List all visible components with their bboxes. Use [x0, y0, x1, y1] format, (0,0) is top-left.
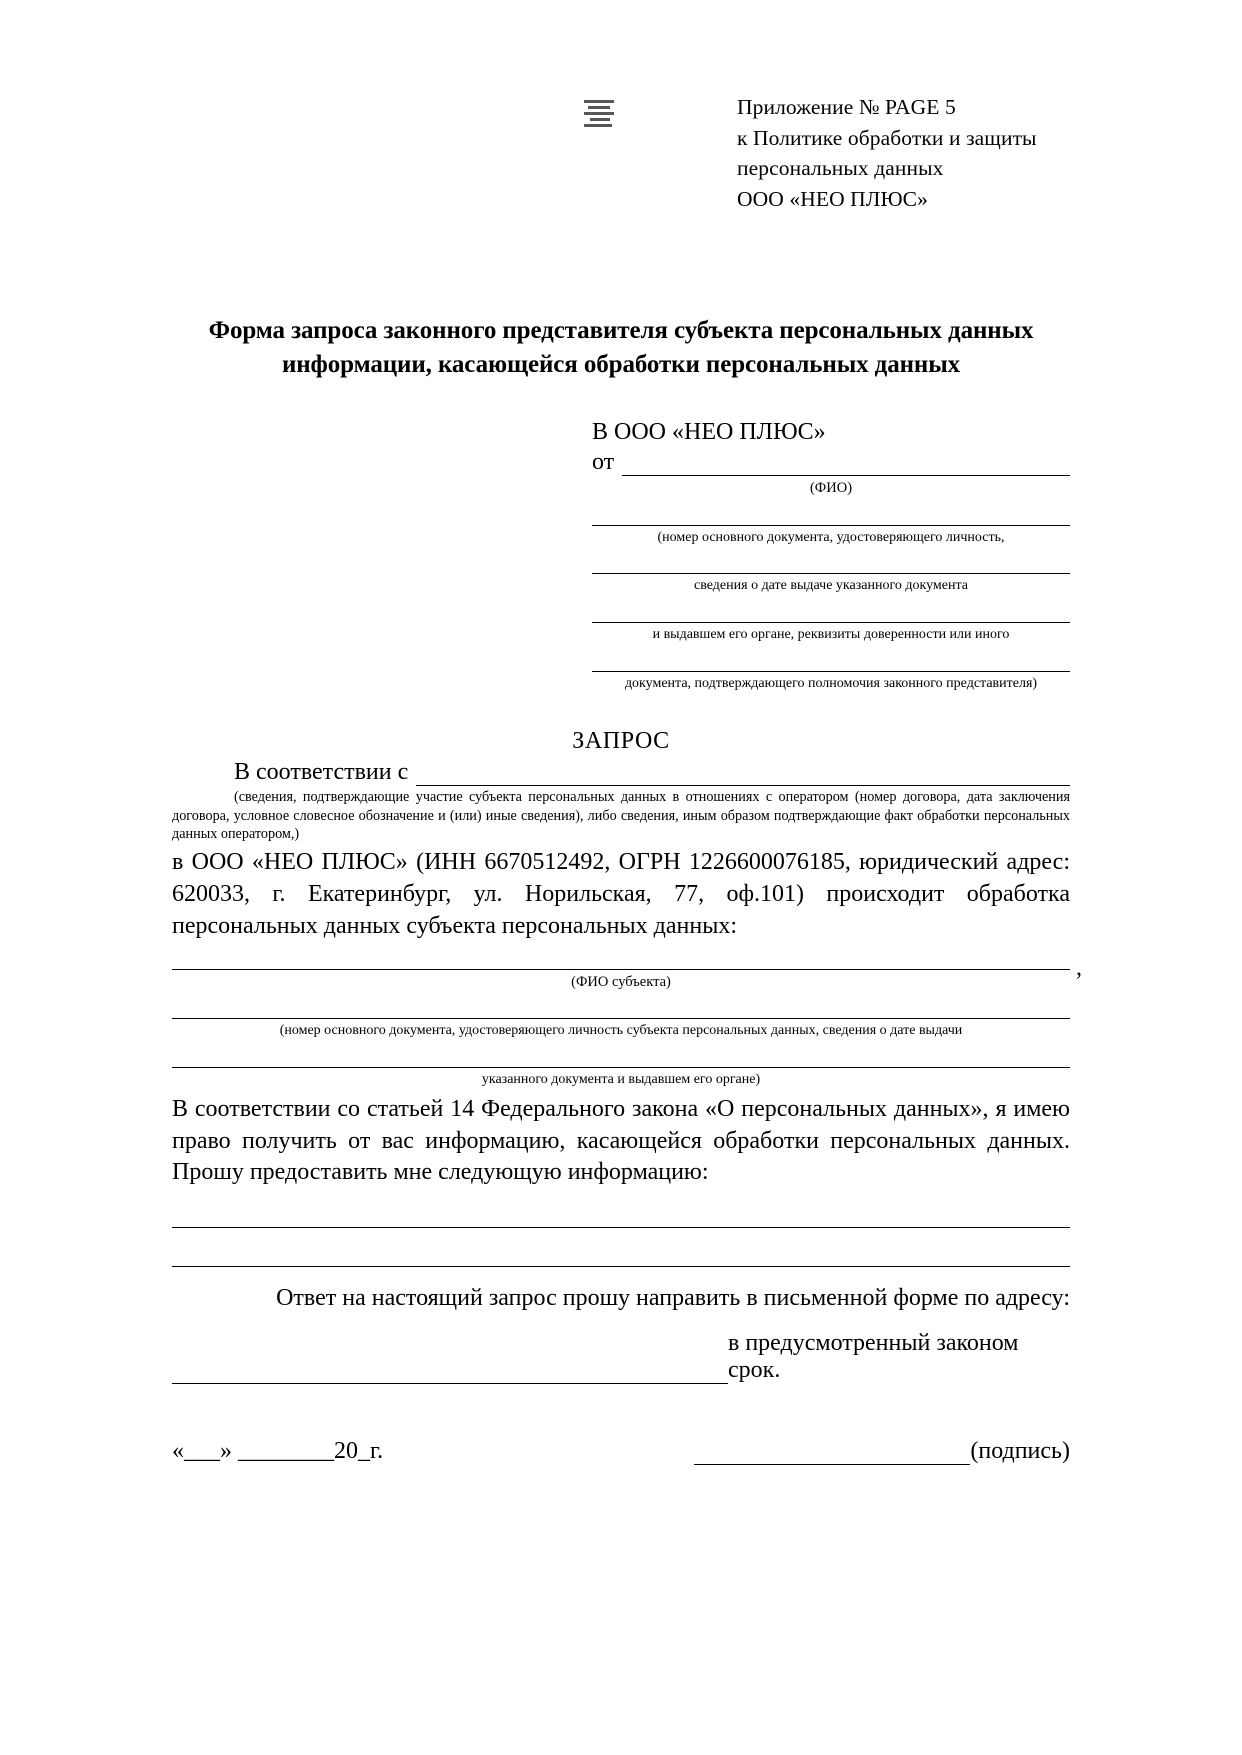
answer-address-row	[172, 1330, 1070, 1384]
page-title-line-1: Форма запроса законного представителя субъекта персональных данных	[208, 317, 1034, 344]
document-header	[172, 0, 1070, 242]
glyph-line	[588, 106, 610, 109]
caption-subject-doc: (номер основного документа, удостоверяющего личность субъекта персональных данных, сведения о дате выдачи	[279, 1023, 963, 1039]
appendix-reference	[737, 92, 1070, 215]
signature-block	[694, 1438, 1070, 1465]
doc-authority-input[interactable]	[592, 671, 1070, 672]
document-lines-icon	[584, 100, 618, 128]
date-field[interactable]: «___» ________20_г.	[172, 1437, 384, 1464]
request-basis-note-text: (сведения, подтверждающие участие субъекта персональных данных в отношениях с оператором (номер договора, дата заключения договора, условное словесное обозначение и (или) иные сведения), либо сведения, иным образом подтверждающие факт обработки персональных данных оператором,)	[172, 789, 1070, 843]
signature-input[interactable]	[694, 1444, 970, 1465]
appendix-policy-line-1: к Политике обработки и защиты	[737, 125, 1037, 150]
doc-number-input[interactable]	[592, 525, 1070, 526]
doc-organ-input[interactable]	[592, 622, 1070, 623]
request-basis-note	[172, 788, 1070, 843]
caption-doc-number: (номер основного документа, удостоверяющего личность,	[657, 529, 1005, 545]
law-paragraph: В соответствии со статьей 14 Федерального закона «О персональных данных», я имею право получить от вас информацию, касающейся обработки персональных данных. Прошу предоставить мне следующую информацию:	[172, 1095, 1070, 1186]
glyph-line	[584, 124, 612, 127]
operator-paragraph: в ООО «НЕО ПЛЮС» (ИНН 6670512492, ОГРН 1226600076185, юридический адрес: 620033, г. Екатеринбург, ул. Норильская, 77, оф.101) происходит обработка персональных данных субъекта персональных данных:	[172, 849, 1070, 939]
request-basis-row	[172, 759, 1070, 786]
signature-label: (подпись)	[970, 1437, 1070, 1464]
caption-doc-authority: документа, подтверждающего полномочия законного представителя)	[624, 676, 1038, 692]
from-label: от	[592, 449, 615, 475]
doc-date-input[interactable]	[592, 573, 1070, 574]
subject-fio-input[interactable]	[172, 954, 1082, 981]
appendix-company: ООО «НЕО ПЛЮС»	[737, 187, 928, 212]
request-basis-input[interactable]	[416, 765, 1070, 786]
request-basis-label: В соответствии с	[234, 759, 409, 786]
subject-doc-input[interactable]	[172, 1018, 1070, 1019]
addressee-organization: В ООО «НЕО ПЛЮС»	[592, 419, 826, 445]
glyph-line	[590, 118, 610, 121]
requested-info-input-1[interactable]	[172, 1227, 1070, 1228]
caption-subject-doc-organ: указанного документа и выдавшем его органе)	[481, 1071, 761, 1087]
appendix-policy-line-2: персональных данных	[737, 156, 944, 181]
addressee-block	[592, 417, 1070, 694]
glyph-line	[584, 112, 614, 115]
page-title	[172, 314, 1070, 381]
comma-mark: ,	[1076, 954, 1082, 981]
signature-row	[172, 1438, 1070, 1465]
request-heading: ЗАПРОС	[572, 728, 670, 755]
answer-address-input[interactable]	[172, 1363, 728, 1384]
caption-fio: (ФИО)	[809, 480, 853, 496]
caption-subject-fio: (ФИО субъекта)	[571, 973, 671, 990]
answer-deadline-text: в предусмотренный законом срок.	[728, 1329, 1019, 1383]
glyph-line	[584, 100, 614, 103]
caption-doc-organ: и выдавшем его органе, реквизиты доверенности или иного	[652, 627, 1010, 643]
appendix-number: Приложение № PAGE 5	[737, 95, 956, 119]
from-field-row	[592, 449, 1070, 476]
from-fio-input[interactable]	[622, 455, 1070, 476]
page-title-line-2: информации, касающейся обработки персональных данных	[281, 350, 961, 378]
answer-instruction: Ответ на настоящий запрос прошу направить в письменной форме по адресу:	[276, 1284, 1070, 1311]
subject-doc-organ-input[interactable]	[172, 1067, 1070, 1068]
requested-info-input-2[interactable]	[172, 1266, 1070, 1267]
caption-doc-date: сведения о дате выдаче указанного документа	[694, 578, 968, 594]
